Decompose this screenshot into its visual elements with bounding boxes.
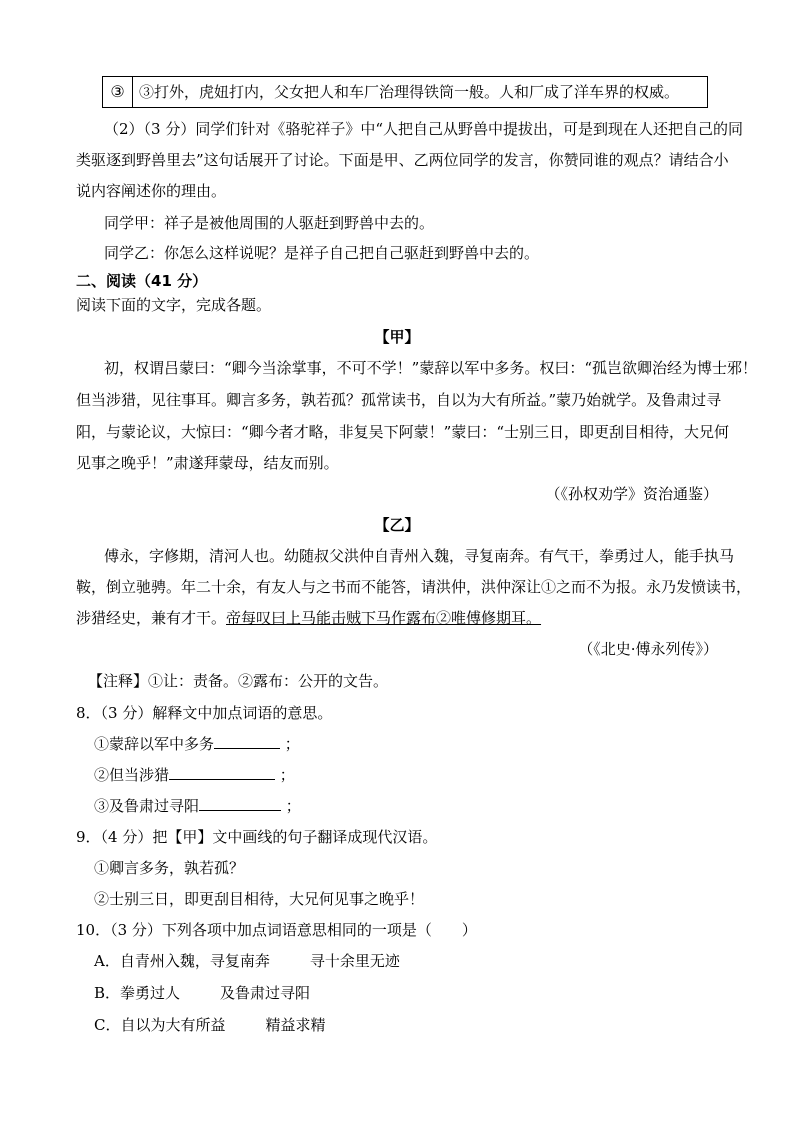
answer-blank-1[interactable]: [214, 734, 280, 749]
q8-stem: 8．（3 分）解释文中加点词语的意思。: [76, 704, 333, 722]
annotation-notes: 【注释】①让：责备。②露布：公开的文告。: [88, 672, 389, 690]
section-instruction: 阅读下面的文字，完成各题。: [76, 296, 272, 314]
passage-b-line-3: [76, 607, 541, 628]
passage-a-line-3: 阳，与蒙论议，大惊曰：“卿今者才略，非复吴下阿蒙！”蒙曰：“士别三日，即更刮目相待，大兄何: [76, 423, 730, 441]
answer-blank-2[interactable]: [169, 765, 275, 780]
q9-item-1: ①卿言多务，孰若孤？: [94, 859, 245, 877]
section-heading: 二、阅读（41 分）: [76, 272, 208, 290]
q8-item-1: ①蒙辞以军中多务 ；: [94, 735, 300, 753]
q10-option-a[interactable]: A．自青州入魏，寻复南奔 寻十余里无迹: [94, 952, 400, 970]
q10-option-b[interactable]: B．拳勇过人 及鲁肃过寻阳: [94, 984, 311, 1002]
row-text: ③打外，虎妞打内，父女把人和车厂治理得铁筒一般。人和厂成了洋车界的权威。: [139, 83, 680, 101]
q9-item-2: ②士别三日，即更刮目相待，大兄何见事之晚乎！: [94, 890, 425, 908]
q2-line-2: 类驱逐到野兽里去”这句话展开了讨论。下面是甲、乙两位同学的发言，你赞同谁的观点？请结合小: [76, 151, 729, 169]
q2-line-1: （2）（3 分）同学们针对《骆驼祥子》中“人把自己从野兽中提拔出，可是到现在人还把自己的同: [104, 120, 744, 138]
passage-a-source: （《孙权劝学》资治通鉴）: [545, 485, 718, 503]
passage-b-line-3-plain: 涉猎经史，兼有才干。: [76, 609, 227, 627]
q8-item-3: ③及鲁肃过寻阳 ；: [94, 797, 301, 815]
q9-stem: 9．（4 分）把【甲】文中画线的句子翻译成现代汉语。: [76, 828, 438, 846]
passage-a-line-4: 见事之晚乎！”肃遂拜蒙母，结友而别。: [76, 454, 339, 472]
answer-table-row: [102, 76, 708, 108]
q8-item-2: ②但当涉猎 ；: [94, 766, 295, 784]
q10-option-c[interactable]: C．自以为大有所益 精益求精: [94, 1016, 326, 1034]
passage-b-title: 【乙】: [374, 516, 420, 534]
passage-b-underlined-sentence: 帝每叹曰上马能击贼下马作露布②唯傅修期耳。: [226, 609, 542, 627]
q10-stem: 10．（3 分）下列各项中加点词语意思相同的一项是（ ）: [76, 921, 477, 939]
passage-a-title: 【甲】: [374, 328, 420, 346]
answer-blank-3[interactable]: [199, 796, 281, 811]
student-a-statement: 同学甲：祥子是被他周围的人驱赶到野兽中去的。: [104, 214, 435, 232]
passage-b-source: （《北史·傅永列传》）: [578, 640, 718, 658]
passage-a-line-1: 初，权谓吕蒙曰：“卿今当涂掌事，不可不学！”蒙辞以军中多务。权曰：“孤岂欲卿治经为博士邪！: [104, 359, 758, 377]
passage-b-line-2: 鞍，倒立驰骋。年二十余，有友人与之书而不能答，请洪仲，洪仲深让①之而不为报。永乃发愤读书，: [76, 578, 752, 596]
q2-line-3: 说内容阐述你的理由。: [76, 182, 227, 200]
student-b-statement: 同学乙：你怎么这样说呢？是祥子自己把自己驱赶到野兽中去的。: [104, 244, 540, 262]
row-number: ③: [103, 77, 133, 107]
passage-a-line-2: 但当涉猎，见往事耳。卿言多务，孰若孤？孤常读书，自以为大有所益。”蒙乃始就学。及鲁肃过寻: [76, 391, 722, 409]
passage-b-line-1: 傅永，字修期，清河人也。幼随叔父洪仲自青州入魏，寻复南奔。有气干，拳勇过人，能手执马: [104, 547, 735, 565]
